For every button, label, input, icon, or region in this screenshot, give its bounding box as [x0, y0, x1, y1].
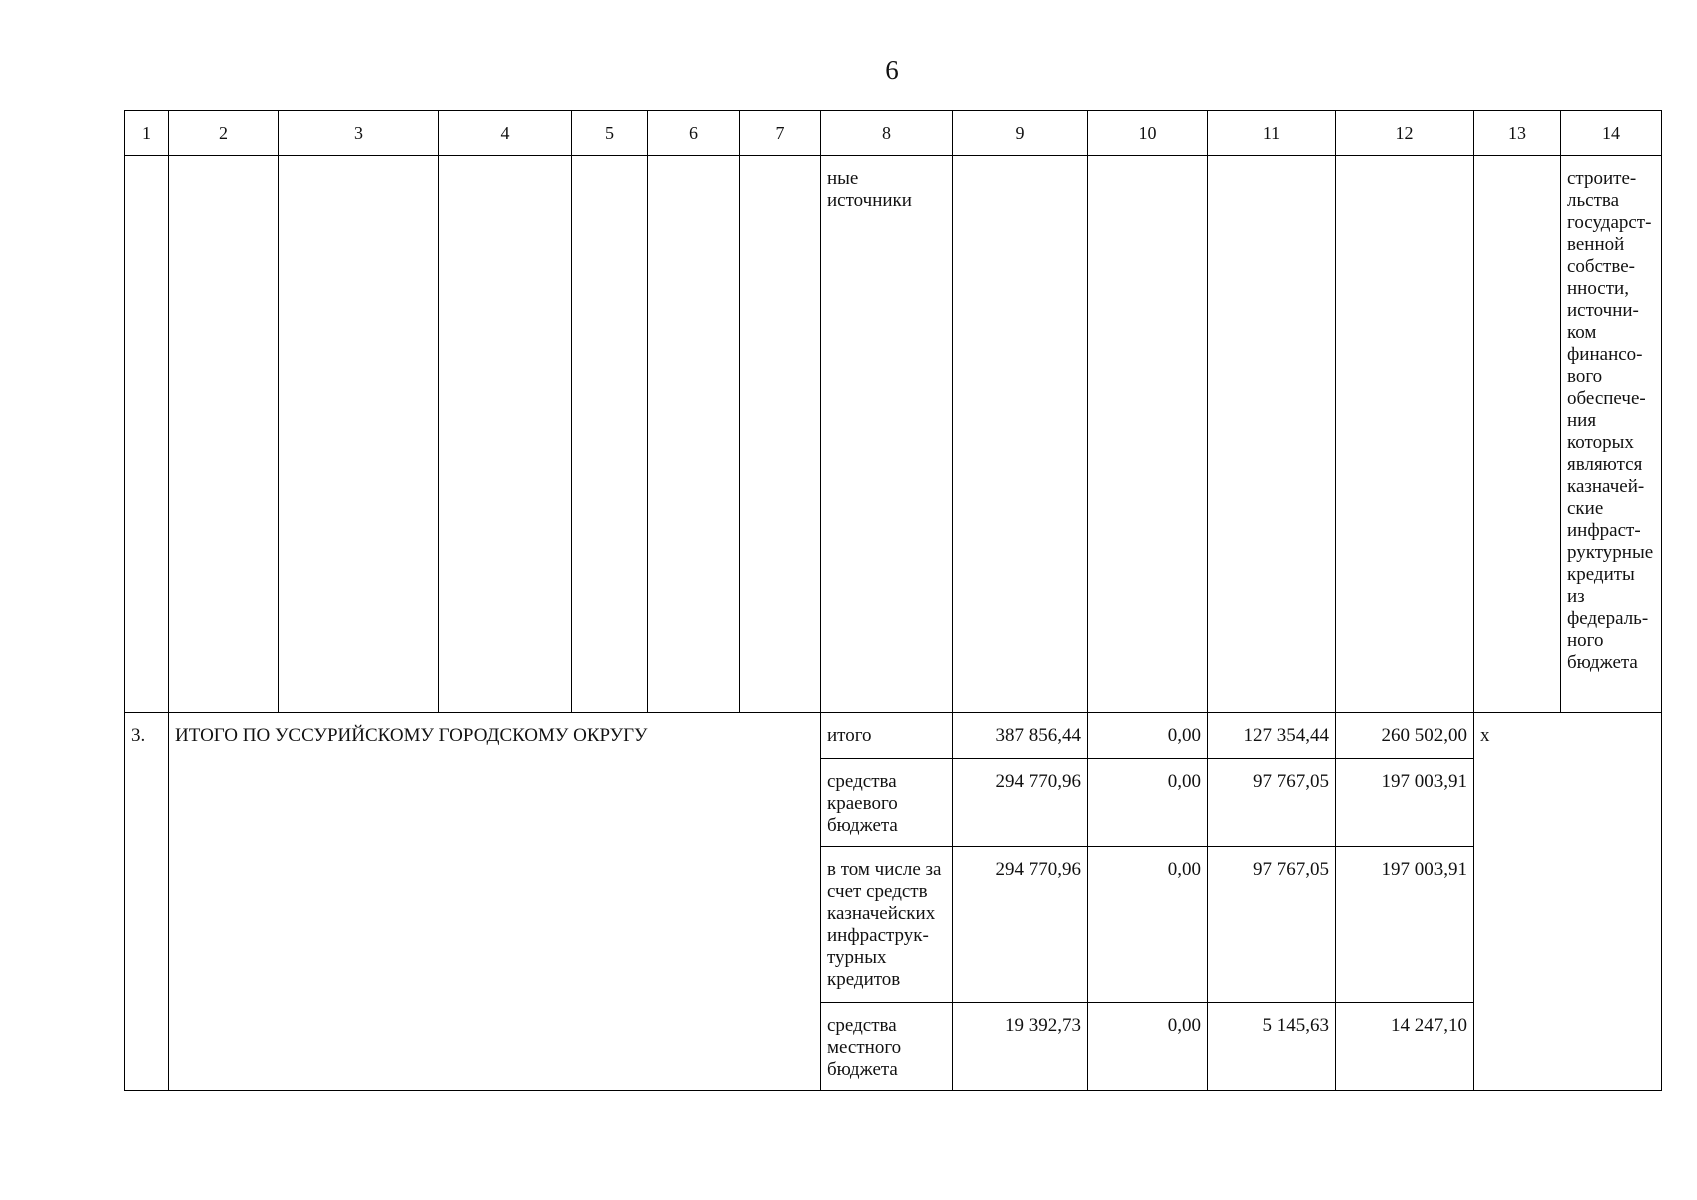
column-number: 1 — [125, 111, 169, 156]
column-number: 3 — [279, 111, 439, 156]
amount-col-10: 0,00 — [1088, 1003, 1208, 1091]
amount-col-11: 97 767,05 — [1208, 847, 1336, 1003]
column-number: 11 — [1208, 111, 1336, 156]
amount-col-10: 0,00 — [1088, 713, 1208, 759]
empty-cell-col-13 — [1474, 156, 1561, 713]
empty-cell-col-11 — [1208, 156, 1336, 713]
funding-source-cell: ные источники — [821, 156, 953, 713]
column-number: 13 — [1474, 111, 1561, 156]
amount-col-11: 127 354,44 — [1208, 713, 1336, 759]
column-number: 8 — [821, 111, 953, 156]
empty-cell-col-5 — [572, 156, 648, 713]
amount-col-12: 197 003,91 — [1336, 759, 1474, 847]
column-number: 4 — [439, 111, 572, 156]
empty-cell-col-2 — [169, 156, 279, 713]
amount-col-10: 0,00 — [1088, 759, 1208, 847]
total-row — [125, 713, 1662, 759]
column-number: 12 — [1336, 111, 1474, 156]
column-number-row — [125, 111, 1662, 156]
empty-cell-col-7 — [740, 156, 821, 713]
empty-cell-col-4 — [439, 156, 572, 713]
empty-cell-col-9 — [953, 156, 1088, 713]
amount-total: 387 856,44 — [953, 713, 1088, 759]
column-number: 7 — [740, 111, 821, 156]
amount-col-11: 5 145,63 — [1208, 1003, 1336, 1091]
continuation-row — [125, 156, 1662, 713]
row-number: 3. — [125, 713, 169, 1091]
page-number: 6 — [885, 55, 899, 85]
funding-source-cell: в том числе за счет средств казначейских инфраструк- турных кредитов — [821, 847, 953, 1003]
column-number: 6 — [648, 111, 740, 156]
amount-col-12: 260 502,00 — [1336, 713, 1474, 759]
funding-source-cell: итого — [821, 713, 953, 759]
column-number: 9 — [953, 111, 1088, 156]
x-mark-cell: х — [1474, 713, 1662, 1091]
amount-total: 294 770,96 — [953, 847, 1088, 1003]
empty-cell-col-1 — [125, 156, 169, 713]
note-cell: строите- льства государст- венной собстве- нности, источни- ком финансо- вого обеспече- ния которых являются казначей- ские инфраст- руктурные кредиты из федераль- ного бюджета — [1561, 156, 1662, 713]
total-title: ИТОГО ПО УССУРИЙСКОМУ ГОРОДСКОМУ ОКРУГУ — [169, 713, 821, 1091]
empty-cell-col-10 — [1088, 156, 1208, 713]
amount-col-10: 0,00 — [1088, 847, 1208, 1003]
amount-col-12: 14 247,10 — [1336, 1003, 1474, 1091]
financing-table — [124, 110, 1662, 1091]
column-number: 2 — [169, 111, 279, 156]
amount-col-11: 97 767,05 — [1208, 759, 1336, 847]
funding-source-cell: средства местного бюджета — [821, 1003, 953, 1091]
funding-source-cell: средства краевого бюджета — [821, 759, 953, 847]
empty-cell-col-12 — [1336, 156, 1474, 713]
column-number: 14 — [1561, 111, 1662, 156]
column-number: 10 — [1088, 111, 1208, 156]
amount-col-12: 197 003,91 — [1336, 847, 1474, 1003]
empty-cell-col-6 — [648, 156, 740, 713]
amount-total: 19 392,73 — [953, 1003, 1088, 1091]
column-number: 5 — [572, 111, 648, 156]
amount-total: 294 770,96 — [953, 759, 1088, 847]
empty-cell-col-3 — [279, 156, 439, 713]
